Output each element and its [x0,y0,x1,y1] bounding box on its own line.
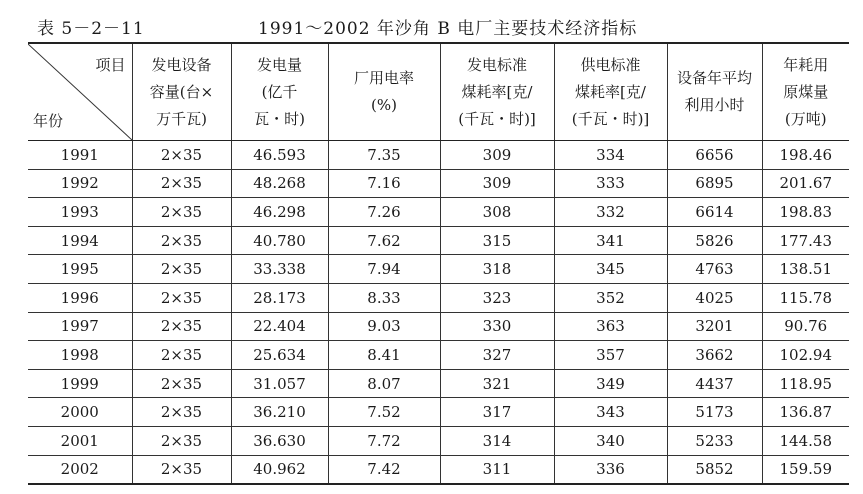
column-header-auxiliary-rate: 厂用电率 (%) [328,43,440,141]
year-cell: 1996 [28,283,132,312]
table-cell: 102.94 [762,341,849,370]
table-cell: 336 [554,455,667,484]
table-cell: 7.26 [328,198,440,227]
table-cell: 7.72 [328,426,440,455]
table-cell: 2×35 [132,341,231,370]
table-cell: 90.76 [762,312,849,341]
table-cell: 2×35 [132,141,231,170]
table-cell: 159.59 [762,455,849,484]
table-cell: 314 [440,426,554,455]
year-cell: 1997 [28,312,132,341]
table-cell: 6656 [667,141,762,170]
table-cell: 327 [440,341,554,370]
table-row [28,226,849,255]
table-cell: 22.404 [231,312,328,341]
year-cell: 2000 [28,398,132,427]
table-cell: 357 [554,341,667,370]
table-cell: 118.95 [762,369,849,398]
table-cell: 349 [554,369,667,398]
table-cell: 2×35 [132,455,231,484]
table-cell: 46.298 [231,198,328,227]
table-cell: 36.630 [231,426,328,455]
year-cell: 2001 [28,426,132,455]
table-cell: 321 [440,369,554,398]
table-row [28,426,849,455]
table-row [28,141,849,170]
table-cell: 5826 [667,226,762,255]
table-cell: 4437 [667,369,762,398]
table-cell: 333 [554,169,667,198]
corner-label-year: 年份 [33,112,64,130]
table-cell: 317 [440,398,554,427]
table-row [28,312,849,341]
year-cell: 1991 [28,141,132,170]
table-cell: 36.210 [231,398,328,427]
table-cell: 2×35 [132,255,231,284]
column-header-annual-coal: 年耗用 原煤量 (万吨) [762,43,849,141]
table-cell: 7.35 [328,141,440,170]
table-cell: 7.42 [328,455,440,484]
table-row [28,255,849,284]
table-cell: 5852 [667,455,762,484]
table-cell: 28.173 [231,283,328,312]
table-cell: 5233 [667,426,762,455]
column-header-utilization-hours: 设备年平均 利用小时 [667,43,762,141]
table-cell: 308 [440,198,554,227]
table-row [28,169,849,198]
table-cell: 332 [554,198,667,227]
column-header-capacity: 发电设备 容量(台× 万千瓦) [132,43,231,141]
table-cell: 3662 [667,341,762,370]
table-cell: 309 [440,141,554,170]
table-cell: 2×35 [132,283,231,312]
table-cell: 25.634 [231,341,328,370]
table-number: 表 5－2－11 [37,19,145,39]
corner-label-item: 项目 [95,56,126,74]
table-cell: 330 [440,312,554,341]
table-row [28,369,849,398]
table-cell: 115.78 [762,283,849,312]
table-cell: 33.338 [231,255,328,284]
table-cell: 334 [554,141,667,170]
table-cell: 8.07 [328,369,440,398]
table-cell: 7.94 [328,255,440,284]
table-cell: 2×35 [132,369,231,398]
table-cell: 5173 [667,398,762,427]
table-cell: 31.057 [231,369,328,398]
table-row [28,198,849,227]
column-header-supply-coal-rate: 供电标准 煤耗率[克/ (千瓦・时)] [554,43,667,141]
table-cell: 4763 [667,255,762,284]
column-header-generation-coal-rate: 发电标准 煤耗率[克/ (千瓦・时)] [440,43,554,141]
table-cell: 7.52 [328,398,440,427]
table-row [28,283,849,312]
year-cell: 1999 [28,369,132,398]
table-cell: 40.780 [231,226,328,255]
table-cell: 345 [554,255,667,284]
table-cell: 136.87 [762,398,849,427]
column-header-generation: 发电量 (亿千 瓦・时) [231,43,328,141]
year-cell: 1994 [28,226,132,255]
table-title: 1991～2002 年沙角 B 电厂主要技术经济指标 [258,19,638,39]
table-cell: 2×35 [132,426,231,455]
year-cell: 2002 [28,455,132,484]
table-cell: 48.268 [231,169,328,198]
table-cell: 343 [554,398,667,427]
table-cell: 4025 [667,283,762,312]
table-cell: 341 [554,226,667,255]
table-row [28,398,849,427]
table-cell: 352 [554,283,667,312]
year-cell: 1993 [28,198,132,227]
table-cell: 3201 [667,312,762,341]
corner-header-cell [28,43,132,141]
table-caption [0,14,863,38]
table-cell: 6895 [667,169,762,198]
table-cell: 177.43 [762,226,849,255]
table-cell: 2×35 [132,312,231,341]
table-row [28,455,849,484]
table-cell: 9.03 [328,312,440,341]
year-cell: 1998 [28,341,132,370]
table-cell: 144.58 [762,426,849,455]
table-cell: 6614 [667,198,762,227]
table-cell: 311 [440,455,554,484]
table-cell: 2×35 [132,198,231,227]
table-cell: 2×35 [132,398,231,427]
table-cell: 363 [554,312,667,341]
table-cell: 7.16 [328,169,440,198]
table-cell: 138.51 [762,255,849,284]
table-cell: 40.962 [231,455,328,484]
table-cell: 309 [440,169,554,198]
table-body [28,141,849,484]
table-cell: 323 [440,283,554,312]
table-cell: 2×35 [132,169,231,198]
table-cell: 7.62 [328,226,440,255]
header-row [28,43,849,141]
table-cell: 8.41 [328,341,440,370]
table-cell: 46.593 [231,141,328,170]
table-cell: 2×35 [132,226,231,255]
year-cell: 1995 [28,255,132,284]
table-cell: 318 [440,255,554,284]
table-cell: 8.33 [328,283,440,312]
table-cell: 315 [440,226,554,255]
indicator-table [28,42,849,485]
table-row [28,341,849,370]
table-cell: 340 [554,426,667,455]
table-cell: 198.46 [762,141,849,170]
table-cell: 198.83 [762,198,849,227]
year-cell: 1992 [28,169,132,198]
table-cell: 201.67 [762,169,849,198]
